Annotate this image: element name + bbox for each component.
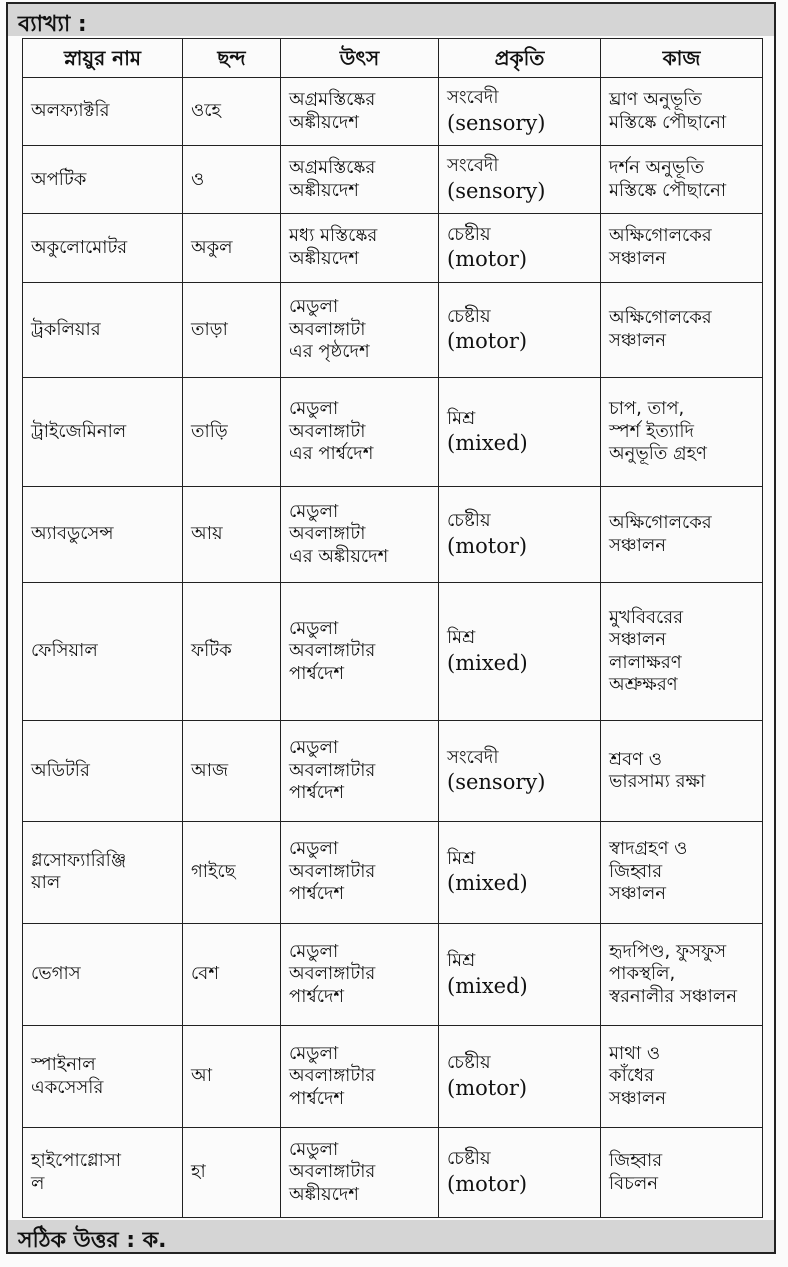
function-line: লালাক্ষরণ	[609, 651, 682, 673]
function-line: সঞ্চালন	[609, 247, 666, 269]
origin-line: মেডুলা	[289, 296, 339, 318]
cell-nature	[439, 1128, 601, 1218]
function-line: স্বাদগ্রহণ ও	[609, 838, 688, 860]
column-header-origin: উৎস	[281, 39, 439, 78]
table-row	[23, 78, 763, 146]
cell-function	[601, 923, 763, 1025]
nature-line: চেষ্টীয়	[447, 1148, 491, 1170]
function-line: ভারসাম্য রক্ষা	[609, 771, 706, 792]
name-line: ল	[31, 1172, 45, 1194]
function-line: কাঁধের	[609, 1065, 655, 1087]
cell-mnemonic	[183, 378, 281, 487]
cell-name	[23, 821, 183, 923]
origin-line: অবলাঙ্গাটার	[289, 640, 376, 662]
nature-line: (motor)	[447, 247, 528, 272]
correct-answer: সঠিক উত্তর : ক.	[18, 1228, 167, 1253]
origin-line: পার্শ্বদেশ	[289, 662, 345, 684]
function-line: সঞ্চালন	[609, 629, 666, 651]
origin-line: অবলাঙ্গাটা	[289, 523, 366, 545]
name-text: অকুলোমোটর	[31, 236, 128, 258]
cell-function	[601, 721, 763, 821]
table-row	[23, 487, 763, 583]
origin-line: মেডুলা	[289, 398, 339, 420]
nature-line: চেষ্টীয়	[447, 305, 491, 327]
cell-origin	[281, 282, 439, 378]
function-line: সঞ্চালন	[609, 534, 666, 556]
mnemonic-text: আয়	[191, 523, 223, 545]
nature-line: (sensory)	[447, 110, 546, 135]
explanation-label: ব্যাখ্যা :	[18, 12, 87, 37]
name-line: য়াল	[31, 872, 61, 894]
cell-origin	[281, 582, 439, 721]
cell-name	[23, 487, 183, 583]
cell-name	[23, 282, 183, 378]
cell-origin	[281, 146, 439, 214]
origin-line: অবলাঙ্গাটার	[289, 1161, 376, 1183]
mnemonic-text: আ	[191, 1065, 212, 1087]
name-text: ফেসিয়াল	[31, 640, 98, 662]
table-row	[23, 282, 763, 378]
name-line: স্পাইনাল	[31, 1054, 96, 1076]
table-body	[23, 78, 763, 1218]
column-header-mnemonic: ছন্দ	[183, 39, 281, 78]
explanation-header	[6, 2, 776, 36]
function-line: সঞ্চালন	[609, 329, 666, 351]
table-row	[23, 1128, 763, 1218]
cell-name	[23, 582, 183, 721]
mnemonic-text: ও	[191, 168, 205, 190]
table-row	[23, 821, 763, 923]
nature-line: চেষ্টীয়	[447, 1052, 491, 1074]
origin-line: অবলাঙ্গাটার	[289, 860, 376, 882]
mnemonic-text: ওহে	[191, 100, 221, 122]
cell-origin	[281, 721, 439, 821]
cell-name	[23, 214, 183, 282]
nature-line: চেষ্টীয়	[447, 510, 491, 532]
cell-nature	[439, 214, 601, 282]
function-line: স্পর্শ ইত্যাদি	[609, 420, 694, 442]
name-text: অপটিক	[31, 168, 87, 190]
origin-line: মেডুলা	[289, 1042, 339, 1064]
cell-nature	[439, 78, 601, 146]
origin-line: অবলাঙ্গাটা	[289, 318, 366, 340]
name-text: অডিটরি	[31, 759, 90, 781]
cell-name	[23, 78, 183, 146]
cell-function	[601, 282, 763, 378]
nature-line: (motor)	[447, 329, 528, 354]
function-line: অক্ষিগোলকের	[609, 512, 712, 533]
function-line: দর্শন অনুভূতি	[609, 157, 704, 179]
origin-line: অঙ্কীয়দেশ	[289, 111, 359, 133]
cell-origin	[281, 78, 439, 146]
origin-line: অঙ্কীয়দেশ	[289, 1183, 359, 1205]
cell-mnemonic	[183, 923, 281, 1025]
nature-line: সংবেদী	[447, 155, 499, 177]
origin-line: অবলাঙ্গাটা	[289, 420, 366, 442]
function-line: জিহ্বার	[609, 860, 663, 882]
cell-name	[23, 923, 183, 1025]
cell-function	[601, 378, 763, 487]
cell-mnemonic	[183, 1128, 281, 1218]
origin-line: অবলাঙ্গাটার	[289, 1065, 376, 1087]
nature-line: (sensory)	[447, 178, 546, 203]
function-line: স্বরনালীর সঞ্চালন	[609, 985, 737, 1007]
cell-nature	[439, 282, 601, 378]
nature-line: মিশ্র	[447, 847, 476, 869]
origin-line: মেডুলা	[289, 500, 339, 522]
mnemonic-text: ফটিক	[191, 640, 232, 662]
name-text: ট্রকলিয়ার	[31, 318, 101, 340]
cell-name	[23, 721, 183, 821]
function-line: মস্তিষ্কে পৌছানো	[609, 179, 727, 201]
cell-function	[601, 821, 763, 923]
table-row	[23, 582, 763, 721]
function-line: মস্তিষ্কে পৌছানো	[609, 111, 727, 133]
origin-line: অঙ্কীয়দেশ	[289, 179, 359, 201]
origin-line: এর অঙ্কীয়দেশ	[289, 545, 389, 567]
function-line: বিচলন	[609, 1172, 659, 1194]
function-line: শ্রবণ ও	[609, 748, 662, 770]
cell-mnemonic	[183, 1026, 281, 1128]
nature-line: সংবেদী	[447, 746, 499, 768]
origin-line: মধ্য মস্তিষ্কের	[289, 225, 378, 247]
cell-nature	[439, 378, 601, 487]
function-line: সঞ্চালন	[609, 883, 666, 905]
cell-origin	[281, 378, 439, 487]
name-line: গ্লসোফ্যারিঞ্জি	[31, 849, 127, 871]
origin-line: পার্শ্বদেশ	[289, 985, 345, 1007]
nature-line: (mixed)	[447, 431, 528, 456]
cell-mnemonic	[183, 78, 281, 146]
cell-nature	[439, 821, 601, 923]
origin-line: মেডুলা	[289, 1138, 339, 1160]
cell-origin	[281, 214, 439, 282]
nature-line: (motor)	[447, 1075, 528, 1100]
origin-line: মেডুলা	[289, 617, 339, 639]
table-header-row	[23, 39, 763, 78]
origin-line: এর পার্শ্বদেশ	[289, 443, 374, 465]
table-row	[23, 378, 763, 487]
cell-origin	[281, 923, 439, 1025]
origin-line: পার্শ্বদেশ	[289, 782, 345, 804]
table-row	[23, 1026, 763, 1128]
cell-name	[23, 378, 183, 487]
nature-line: চেষ্টীয়	[447, 223, 491, 245]
cell-nature	[439, 146, 601, 214]
cell-function	[601, 1128, 763, 1218]
function-line: পাকস্থলি,	[609, 963, 676, 985]
function-line: অক্ষিগোলকের	[609, 307, 712, 329]
cell-mnemonic	[183, 721, 281, 821]
name-text: অ্যাবডুসেন্স	[31, 523, 114, 545]
nature-line: মিশ্র	[447, 627, 476, 649]
origin-line: মেডুলা	[289, 838, 339, 860]
table-row	[23, 214, 763, 282]
mnemonic-text: আজ	[191, 759, 229, 781]
function-line: মুখবিবরের	[609, 606, 684, 628]
cell-name	[23, 1026, 183, 1128]
function-line: হৃদপিণ্ড, ফুসফুস	[609, 940, 727, 962]
origin-line: মেডুলা	[289, 940, 339, 962]
column-header-nature: প্রকৃতি	[439, 39, 601, 78]
name-text: ট্রাইজেমিনাল	[31, 420, 127, 442]
column-header-name: স্নায়ুর নাম	[23, 39, 183, 78]
cell-origin	[281, 487, 439, 583]
column-header-function: কাজ	[601, 39, 763, 78]
mnemonic-text: হা	[191, 1161, 206, 1183]
mnemonic-text: তাড়া	[191, 318, 228, 340]
cell-function	[601, 78, 763, 146]
cell-name	[23, 1128, 183, 1218]
mnemonic-text: তাড়ি	[191, 420, 228, 442]
origin-line: অগ্রমস্তিষ্কের	[289, 157, 376, 179]
cell-function	[601, 146, 763, 214]
nature-line: (mixed)	[447, 871, 528, 896]
table-row	[23, 721, 763, 821]
function-line: ঘ্রাণ অনুভূতি	[609, 89, 702, 111]
origin-line: পার্শ্বদেশ	[289, 1087, 345, 1109]
cranial-nerves-table	[22, 38, 763, 1218]
function-line: সঞ্চালন	[609, 1087, 666, 1109]
function-line: চাপ, তাপ,	[609, 398, 685, 420]
nature-line: (motor)	[447, 1171, 528, 1196]
name-text: ভেগাস	[31, 963, 81, 985]
cell-function	[601, 582, 763, 721]
origin-line: অগ্রমস্তিষ্কের	[289, 89, 376, 111]
cell-nature	[439, 487, 601, 583]
cell-mnemonic	[183, 282, 281, 378]
mnemonic-text: বেশ	[191, 963, 219, 985]
function-line: অশ্রুক্ষরণ	[609, 674, 678, 696]
name-text: অলফ্যাক্টরি	[31, 100, 110, 122]
cell-nature	[439, 582, 601, 721]
function-line: জিহ্বার	[609, 1150, 663, 1172]
function-line: মাথা ও	[609, 1042, 661, 1064]
cell-function	[601, 487, 763, 583]
nature-line: (mixed)	[447, 650, 528, 675]
nature-line: সংবেদী	[447, 87, 499, 109]
table-row	[23, 923, 763, 1025]
table-row	[23, 146, 763, 214]
nature-line: মিশ্র	[447, 407, 476, 429]
name-line: হাইপোগ্লোসা	[31, 1150, 121, 1172]
cell-nature	[439, 721, 601, 821]
cell-origin	[281, 821, 439, 923]
cell-mnemonic	[183, 214, 281, 282]
cell-function	[601, 1026, 763, 1128]
cell-nature	[439, 1026, 601, 1128]
answer-footer	[6, 1220, 776, 1254]
origin-line: মেডুলা	[289, 737, 339, 759]
origin-line: এর পৃষ্ঠদেশ	[289, 341, 370, 363]
origin-line: পার্শ্বদেশ	[289, 883, 345, 905]
nature-line: (sensory)	[447, 770, 546, 795]
nature-line: মিশ্র	[447, 950, 476, 972]
cell-origin	[281, 1026, 439, 1128]
mnemonic-text: অকুল	[191, 236, 233, 258]
origin-line: অবলাঙ্গাটার	[289, 963, 376, 985]
nature-line: (mixed)	[447, 973, 528, 998]
cell-mnemonic	[183, 487, 281, 583]
mnemonic-text: গাইছে	[191, 860, 236, 882]
cell-name	[23, 146, 183, 214]
cell-origin	[281, 1128, 439, 1218]
name-line: একসেসরি	[31, 1076, 104, 1098]
cell-function	[601, 214, 763, 282]
origin-line: অবলাঙ্গাটার	[289, 759, 376, 781]
cell-mnemonic	[183, 821, 281, 923]
cell-mnemonic	[183, 146, 281, 214]
cell-nature	[439, 923, 601, 1025]
function-line: অনুভূতি গ্রহণ	[609, 443, 707, 465]
origin-line: অঙ্কীয়দেশ	[289, 247, 359, 269]
cell-mnemonic	[183, 582, 281, 721]
nature-line: (motor)	[447, 533, 528, 558]
function-line: অক্ষিগোলকের	[609, 225, 712, 247]
